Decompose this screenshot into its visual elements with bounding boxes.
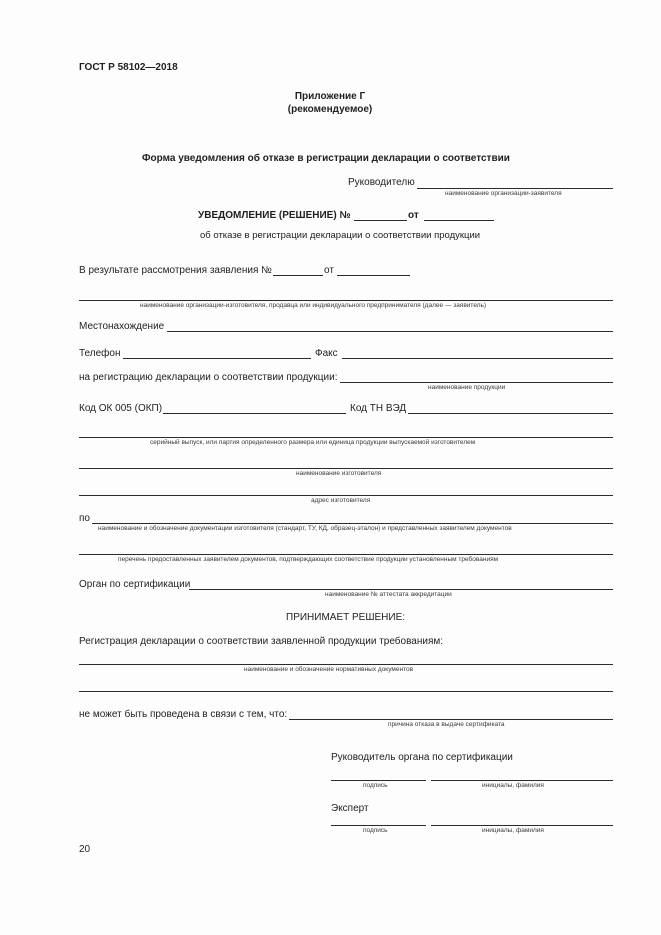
manufacturer-caption: наименование изготовителя (296, 470, 382, 477)
phone-line[interactable] (123, 358, 311, 359)
norms-line[interactable] (79, 664, 613, 665)
appendix-title: Приложение Г (294, 91, 366, 102)
addressee-label: Руководителю (348, 177, 415, 188)
notice-date-line[interactable] (424, 220, 494, 221)
series-caption: серийный выпуск, или партия определенного размера или единица продукции выпускаемой изготовителем (150, 439, 476, 446)
certification-body-caption: наименование № аттестата аккредитации (325, 591, 452, 598)
head-name-line[interactable] (431, 780, 613, 781)
head-name-caption: инициалы, фамилия (482, 782, 544, 789)
reason-line[interactable] (289, 719, 613, 720)
registration-text: Регистрация декларации о соответствии заявленной продукции требованиям: (79, 636, 444, 647)
addressee-line[interactable] (417, 188, 613, 189)
review-from: от (324, 265, 334, 276)
expert-signature-line[interactable] (331, 825, 426, 826)
head-signature-label: Руководитель органа по сертификации (331, 752, 513, 763)
applicant-line[interactable] (79, 300, 613, 301)
decision-heading: ПРИНИМАЕТ РЕШЕНИЕ: (286, 612, 406, 623)
docs-caption: наименование и обозначение документации изготовителя (стандарт, ТУ, КД, образец-эталон) и представленных заявителем документов (98, 525, 512, 532)
documents-list-caption: перечень предоставленных заявителем документов, подтверждающих соответствие продукции установленным требованиям (118, 556, 499, 563)
docs-line[interactable] (92, 523, 613, 524)
appendix-subtitle: (рекомендуемое) (287, 104, 373, 115)
manufacturer-line[interactable] (79, 468, 613, 469)
head-signature-caption: подпись (363, 782, 388, 789)
fax-line[interactable] (342, 358, 613, 359)
expert-label: Эксперт (331, 803, 369, 814)
refusal-label: не может быть проведена в связи с тем, что: (79, 709, 288, 720)
address-caption: адрес изготовителя (311, 497, 371, 504)
addressee-caption: наименование организации-заявителя (445, 190, 562, 197)
certification-body-label: Орган по сертификации (79, 579, 191, 590)
norms-line-2[interactable] (79, 691, 613, 692)
series-line[interactable] (79, 437, 613, 438)
documents-list-line[interactable] (79, 554, 613, 555)
product-caption: наименование продукции (428, 384, 506, 391)
tnved-label: Код ТН ВЭД (350, 403, 407, 414)
page-number: 20 (79, 844, 91, 855)
expert-name-caption: инициалы, фамилия (482, 827, 544, 834)
certification-body-line[interactable] (189, 589, 613, 590)
okp-label: Код ОК 005 (ОКП) (79, 403, 163, 414)
location-line[interactable] (167, 331, 613, 332)
application-date-line[interactable] (337, 275, 410, 276)
location-label: Местонахождение (79, 321, 165, 332)
notice-heading: УВЕДОМЛЕНИЕ (РЕШЕНИЕ) № (198, 210, 351, 221)
expert-name-line[interactable] (431, 825, 613, 826)
notice-subheading: об отказе в регистрации декларации о соответствии продукции (200, 230, 481, 241)
okp-line[interactable] (163, 413, 346, 414)
notice-number-line[interactable] (354, 220, 407, 221)
review-label: В результате рассмотрения заявления № (79, 265, 272, 276)
standard-header: ГОСТ Р 58102—2018 (79, 62, 178, 73)
address-line[interactable] (79, 495, 613, 496)
by-label: по (79, 513, 90, 524)
fax-label: Факс (315, 348, 338, 359)
registration-label: на регистрацию декларации о соответствии продукции: (79, 372, 338, 383)
head-signature-line[interactable] (331, 780, 426, 781)
reason-caption: причина отказа в выдаче сертификата (388, 721, 505, 728)
notice-from: от (408, 210, 419, 221)
applicant-caption: наименование организации-изготовителя, продавца или индивидуального предпринимателя (далее — заявитель) (140, 302, 487, 309)
application-number-line[interactable] (273, 275, 323, 276)
product-line[interactable] (340, 382, 613, 383)
norms-caption: наименование и обозначение нормативных документов (244, 666, 414, 673)
phone-label: Телефон (79, 348, 121, 359)
form-title: Форма уведомления об отказе в регистрации декларации о соответствии (142, 153, 510, 164)
expert-signature-caption: подпись (363, 827, 388, 834)
tnved-line[interactable] (408, 413, 613, 414)
